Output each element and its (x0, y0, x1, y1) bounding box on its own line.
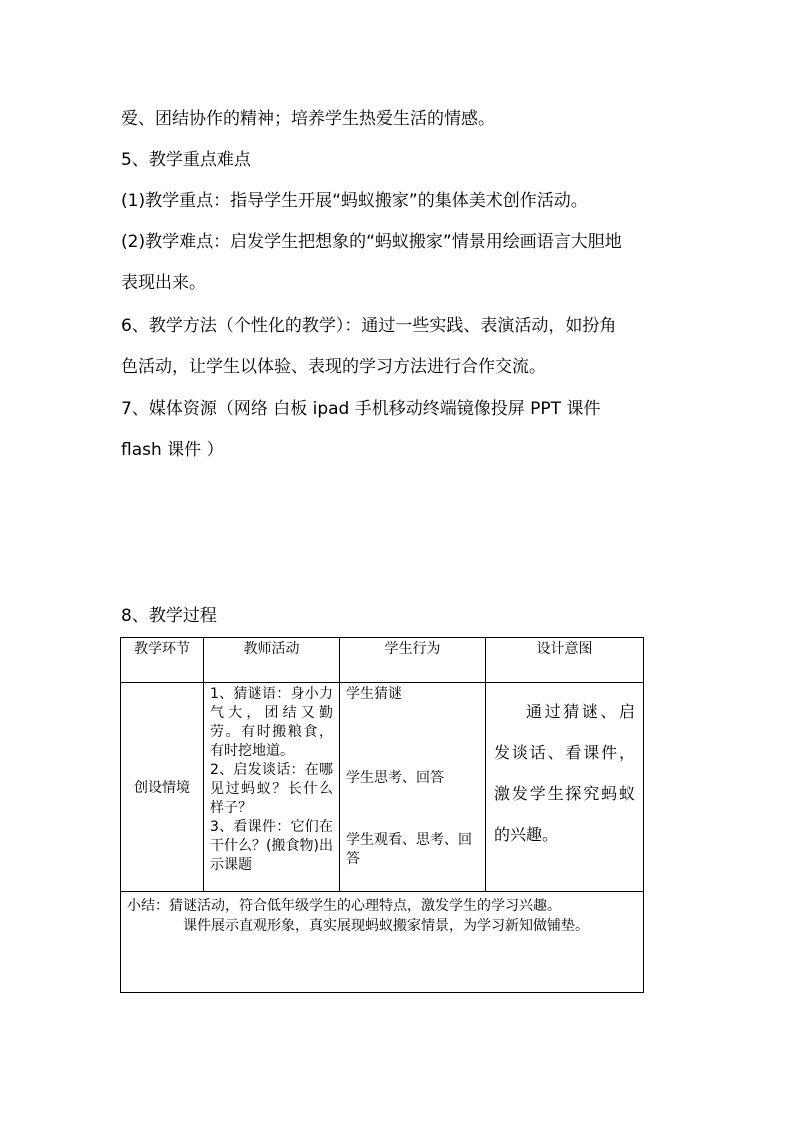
paragraph-difficulty-line-1: (2)教学难点：启发学生把想象的“蚂蚁搬家”情景用绘画语言大胆地 (121, 232, 622, 252)
cell-teacher-activity (204, 683, 340, 892)
summary-line-1: 小结：猜谜活动，符合低年级学生的心理特点，激发学生的学习兴趣。 (127, 898, 561, 914)
section-heading-8: 8、教学过程 (121, 606, 217, 626)
teacher-step-1: 1、猜谜语：身小力气大，团结又勤劳。有时搬粮食，有时挖地道。 (210, 686, 333, 759)
cell-design-intent (486, 683, 644, 892)
cell-summary (121, 892, 644, 993)
paragraph-difficulty-line-2: 表现出来。 (121, 273, 206, 293)
header-stage: 教学环节 (121, 638, 204, 683)
student-response-2: 学生思考、回答 (346, 770, 444, 786)
table-row (121, 683, 644, 892)
student-response-1: 学生猜谜 (346, 686, 402, 702)
header-design-intent: 设计意图 (486, 638, 644, 683)
summary-row (121, 892, 644, 993)
section-heading-6-line-2: 色活动，让学生以体验、表现的学习方法进行合作交流。 (121, 357, 546, 377)
section-heading-6-line-1: 6、教学方法（个性化的教学）：通过一些实践、表演活动，如扮角 (121, 316, 617, 336)
cell-student-behavior (340, 683, 486, 892)
paragraph-1: 爱、团结协作的精神；培养学生热爱生活的情感。 (121, 109, 495, 129)
section-heading-7-line-1: 7、媒体资源（网络 白板 ipad 手机移动终端镜像投屏 PPT 课件 (121, 399, 601, 419)
student-response-3: 学生观看、思考、回答 (346, 832, 472, 867)
teacher-step-3: 3、看课件：它们在干什么？(搬食物)出示课题 (210, 819, 333, 873)
header-student-behavior: 学生行为 (340, 638, 486, 683)
paragraph-key-point: (1)教学重点：指导学生开展“蚂蚁搬家”的集体美术创作活动。 (121, 191, 588, 211)
design-intent-text: 通过猜谜、启发谈话、看课件，激发学生探究蚂蚁的兴趣。 (494, 702, 635, 844)
teacher-step-2: 2、启发谈话：在哪见过蚂蚁？长什么样子？ (210, 762, 333, 816)
table-header-row (121, 638, 644, 683)
summary-line-2: 课件展示直观形象，真实展现蚂蚁搬家情景，为学习新知做铺垫。 (183, 918, 589, 934)
header-teacher-activity: 教师活动 (204, 638, 340, 683)
section-heading-7-line-2: flash 课件 ） (121, 440, 224, 460)
section-heading-5: 5、教学重点难点 (121, 150, 251, 170)
lesson-process-table (120, 637, 644, 993)
cell-stage: 创设情境 (121, 683, 204, 892)
